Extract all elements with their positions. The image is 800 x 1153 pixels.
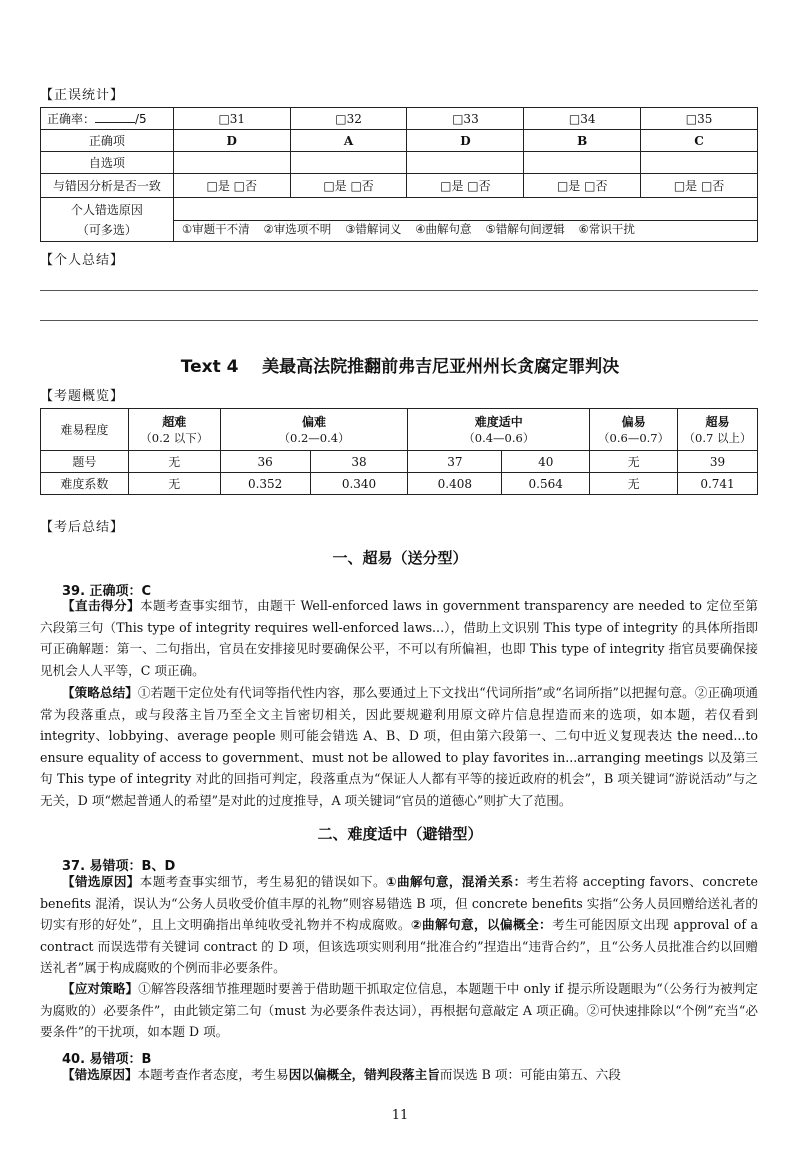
section-super-easy-title: 一、超易（送分型） (332, 549, 468, 567)
reason-label: 个人错选原因 (70, 202, 143, 217)
q37-strong-2: ②曲解句意，以偏概全： (410, 917, 553, 932)
q39-heading: 39. 正确项：C (62, 584, 152, 599)
correct-answer-32: A (290, 130, 407, 152)
question-number: 39 (678, 451, 758, 473)
q40-tag-error: 【错选原因】 (62, 1067, 138, 1082)
q39-text-2: ①若题干定位处有代词等指代性内容，那么要通过上下文找出“代词所指”或“名词所指”以把握句意。②正确项通常为段落重点，或与段落主旨乃至全文主旨密切相关，因此要规避利用原文碎片信息捏造而来的选项，如本题，若仅看到 integrity、lobbying、average people 则可能会错选 A、B、D 项，但由第六段第一、二句中近义复现表达 the need...to ensure equality of access to government、must not be allowed to play favorites in...arranging meetings 以及第三句 This type of integrity 对此的回指可判定，段落重点为“保证人人都有平等的接近政府的机会”，B 项关键词“游说活动”与之无关，D 项“燃起普通人的希望”是对此的过度推导，A 项关键词“官员的道德心”则扩大了范围。 (40, 685, 758, 808)
level-range: （0.2—0.4） (278, 431, 350, 445)
level-easy (590, 409, 678, 451)
reason-option-5[interactable]: ⑤错解句间逻辑 (485, 222, 565, 236)
correction-stats-heading: 【正误统计】 (40, 88, 125, 103)
difficulty-coefficient: 0.408 (408, 473, 502, 495)
q39-text-1: 本题考查事实细节，由题干 Well-enforced laws in government transparency are needed to 定位至第六段第三句（This type of integrity requires well-enforced laws...），借助上文识别 This type of integrity 的具体所指即可正确解题：第一、二句指出，官员在安排接见时要确保公平，不可以有所偏袒，也即 This type of integrity 指官员要确保接见机会人人平等，C 项正确。 (40, 598, 759, 678)
q37-text-1a: 本题考查事实细节，考生易犯的错误如下。 (139, 874, 386, 889)
q37-strong-1: ①曲解句意，混淆关系： (385, 874, 527, 889)
difficulty-label: 难易程度 (41, 409, 129, 451)
self-choice-32[interactable] (290, 152, 407, 174)
level-hard (220, 409, 408, 451)
question-31[interactable]: □31 (173, 108, 290, 130)
q37-tag-error: 【错选原因】 (62, 874, 140, 889)
q37-paragraph-2 (40, 978, 758, 1043)
level-name: 偏难 (302, 415, 327, 429)
accuracy-label: 正确率： (47, 112, 96, 126)
question-number: 无 (128, 451, 220, 473)
accuracy-blank[interactable] (95, 112, 135, 123)
self-choice-label: 自选项 (41, 152, 174, 174)
overview-heading: 【考题概览】 (40, 389, 125, 404)
question-number-label: 题号 (41, 451, 129, 473)
question-number: 36 (220, 451, 310, 473)
reason-label-note: （可多选） (76, 222, 137, 237)
accuracy-suffix: /5 (135, 112, 147, 126)
self-choice-35[interactable] (641, 152, 758, 174)
question-number: 无 (590, 451, 678, 473)
question-35[interactable]: □35 (641, 108, 758, 130)
difficulty-coefficient: 无 (590, 473, 678, 495)
q37-heading: 37. 易错项：B、D (62, 859, 176, 874)
level-medium (408, 409, 590, 451)
q37-text-1b: 考生若将 accepting favors、concrete benefits 混淆，误认为“公务人员收受价值丰厚的礼物”则容易错选 B 项，但 concrete benefits 实指“公务人员回赠给送礼者的切实有形的好处”，且上文明确指出单纯收受礼物并不构成腐败。 (40, 874, 758, 932)
difficulty-coefficient: 0.741 (678, 473, 758, 495)
reason-option-4[interactable]: ④曲解句意 (415, 222, 472, 236)
consistency-32[interactable]: □是 □否 (290, 174, 407, 198)
correct-answer-34: B (524, 130, 641, 152)
reason-option-3[interactable]: ③错解词义 (345, 222, 402, 236)
q37-paragraph-1 (40, 871, 758, 979)
level-name: 难度适中 (474, 415, 523, 429)
consistency-34[interactable]: □是 □否 (524, 174, 641, 198)
consistency-35[interactable]: □是 □否 (641, 174, 758, 198)
difficulty-coefficient: 0.340 (310, 473, 408, 495)
overview-table (40, 408, 758, 495)
summary-line-1[interactable] (40, 290, 758, 291)
reason-option-1[interactable]: ①审题干不清 (181, 222, 250, 236)
summary-line-2[interactable] (40, 320, 758, 321)
q37-text-1c: 考生可能因原文出现 approval of a contract 而误选带有关键词 contract 的 D 项，但该选项实则利用“批准合约”捏造出“违背合约”，且“公务人员批准合约以回赠送礼者”属于构成腐败的个例而非必要条件。 (40, 917, 758, 975)
level-super-easy (678, 409, 758, 451)
q40-strong: 因以偏概全，错判段落主旨 (288, 1067, 440, 1082)
correct-answer-31: D (173, 130, 290, 152)
level-super-hard (128, 409, 220, 451)
level-name: 超难 (162, 415, 187, 429)
accuracy-cell (41, 108, 174, 130)
correct-answer-33: D (407, 130, 524, 152)
q39-tag-direct: 【直击得分】 (62, 598, 141, 613)
level-name: 超易 (705, 415, 730, 429)
question-33[interactable]: □33 (407, 108, 524, 130)
question-32[interactable]: □32 (290, 108, 407, 130)
level-range: （0.6—0.7） (598, 431, 670, 445)
q39-tag-strategy: 【策略总结】 (62, 685, 138, 700)
page-number: 11 (391, 1108, 409, 1123)
q40-text-1a: 本题考查作者态度，考生易 (137, 1067, 289, 1082)
personal-summary-heading: 【个人总结】 (40, 253, 125, 268)
level-range: （0.2 以下） (140, 431, 209, 445)
consistency-33[interactable]: □是 □否 (407, 174, 524, 198)
question-34[interactable]: □34 (524, 108, 641, 130)
consistency-label: 与错因分析是否一致 (41, 174, 174, 198)
correction-stats-table (40, 107, 758, 242)
q39-paragraph-2 (40, 682, 758, 811)
q40-paragraph-1 (40, 1064, 758, 1086)
question-number: 40 (502, 451, 590, 473)
question-number: 38 (310, 451, 408, 473)
reason-label-cell (41, 198, 174, 242)
level-name: 偏易 (621, 415, 646, 429)
q39-paragraph-1 (40, 595, 758, 681)
self-choice-33[interactable] (407, 152, 524, 174)
reason-options (173, 198, 757, 242)
q40-text-1b: 而误选 B 项：可能由第五、六段 (439, 1067, 621, 1082)
self-choice-31[interactable] (173, 152, 290, 174)
q37-text-2: ①解答段落细节推理题时要善于借助题干抓取定位信息，本题题干中 only if 提示所设题眼为“（公务行为被判定为腐败的）必要条件”，由此锁定第二句（must 为必要条件表达词），再根据句意敲定 A 项正确。②可快速排除以“个例”充当“必要条件”的干扰项，如本题 D 项。 (40, 981, 758, 1039)
correct-answer-35: C (641, 130, 758, 152)
level-range: （0.7 以上） (683, 431, 752, 445)
q40-heading: 40. 易错项：B (62, 1052, 152, 1067)
coefficient-label: 难度系数 (41, 473, 129, 495)
text4-title: Text 4 美最高法院推翻前弗吉尼亚州州长贪腐定罪判决 (180, 357, 620, 377)
difficulty-coefficient: 0.564 (502, 473, 590, 495)
question-number: 37 (408, 451, 502, 473)
difficulty-coefficient: 0.352 (220, 473, 310, 495)
reason-option-2[interactable]: ②审选项不明 (263, 222, 332, 236)
q37-tag-strategy: 【应对策略】 (62, 981, 139, 996)
post-summary-heading: 【考后总结】 (40, 520, 125, 535)
level-range: （0.4—0.6） (463, 431, 535, 445)
correct-answer-label: 正确项 (41, 130, 174, 152)
section-medium-title: 二、难度适中（避错型） (317, 825, 483, 843)
self-choice-34[interactable] (524, 152, 641, 174)
consistency-31[interactable]: □是 □否 (173, 174, 290, 198)
reason-option-6[interactable]: ⑥常识干扰 (578, 222, 635, 236)
difficulty-coefficient: 无 (128, 473, 220, 495)
